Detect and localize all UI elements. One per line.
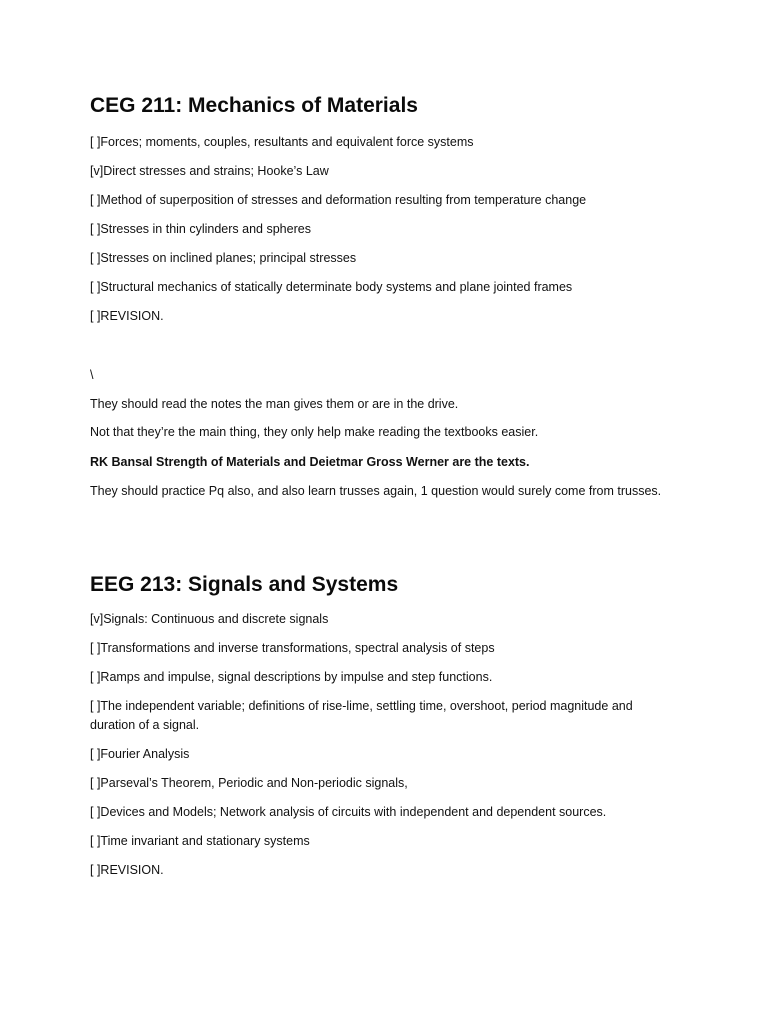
syllabus-item-time-invariant: [ ]Time invariant and stationary systems (90, 834, 310, 848)
syllabus-item-revision: [ ]REVISION. (90, 309, 164, 323)
syllabus-item-independent-variable: [ ]The independent variable; definitions of rise-lime, settling time, overshoot, period magnitude and duration of a signal. (90, 699, 633, 732)
note-practice-trusses: They should practice Pq also, and also learn trusses again, 1 question would surely come from trusses. (90, 484, 662, 498)
syllabus-item-forces: [ ]Forces; moments, couples, resultants and equivalent force systems (90, 135, 474, 149)
syllabus-item-fourier-analysis: [ ]Fourier Analysis (90, 747, 190, 761)
note-main-thing: Not that they’re the main thing, they only help make reading the textbooks easier. (90, 425, 539, 439)
syllabus-item-inclined-planes: [ ]Stresses on inclined planes; principal stresses (90, 251, 357, 265)
syllabus-item-signals: [v]Signals: Continuous and discrete signals (90, 612, 329, 626)
syllabus-item-structural-mechanics: [ ]Structural mechanics of statically determinate body systems and plane jointed frames (90, 280, 573, 294)
section-title-signals-and-systems: EEG 213: Signals and Systems (90, 573, 399, 596)
stray-backslash: \ (90, 368, 94, 382)
syllabus-item-direct-stresses: [v]Direct stresses and strains; Hooke’s Law (90, 164, 329, 178)
note-read-notes: They should read the notes the man gives them or are in the drive. (90, 397, 459, 411)
syllabus-item-devices-models: [ ]Devices and Models; Network analysis of circuits with independent and dependent sources. (90, 805, 607, 819)
syllabus-item-superposition: [ ]Method of superposition of stresses and deformation resulting from temperature change (90, 193, 587, 207)
note-textbooks: RK Bansal Strength of Materials and Deietmar Gross Werner are the texts. (90, 455, 530, 469)
syllabus-item-ramps-impulse: [ ]Ramps and impulse, signal descriptions by impulse and step functions. (90, 670, 493, 684)
section-title-mechanics-of-materials: CEG 211: Mechanics of Materials (90, 94, 418, 117)
syllabus-item-revision-2: [ ]REVISION. (90, 863, 164, 877)
syllabus-item-transformations: [ ]Transformations and inverse transformations, spectral analysis of steps (90, 641, 495, 655)
syllabus-item-parseval: [ ]Parseval’s Theorem, Periodic and Non-periodic signals, (90, 776, 408, 790)
syllabus-item-thin-cylinders: [ ]Stresses in thin cylinders and spheres (90, 222, 311, 236)
